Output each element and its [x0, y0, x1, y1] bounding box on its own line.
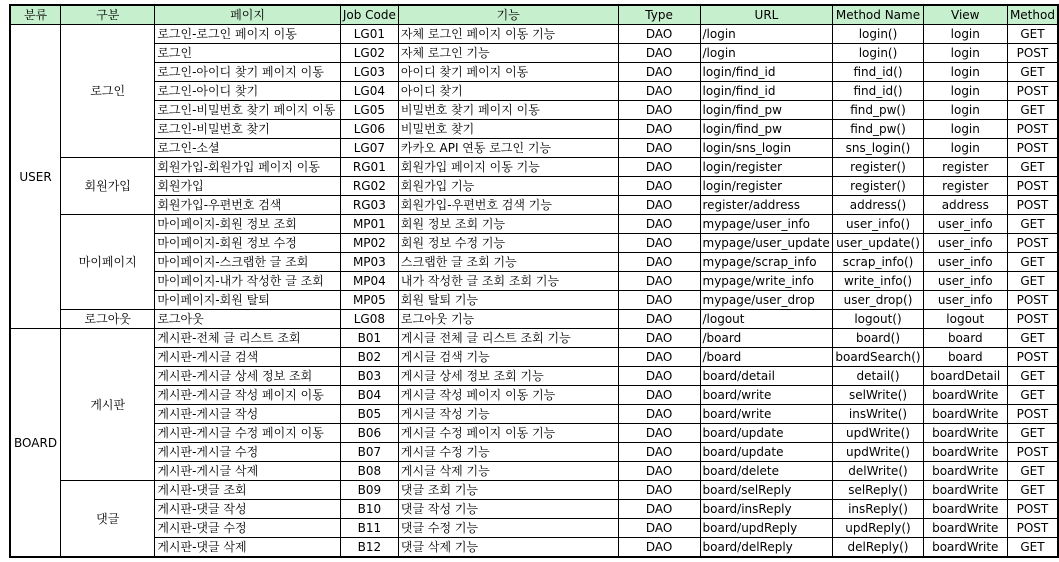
table-row [10, 386, 1058, 405]
view-cell: boardWrite [923, 462, 1007, 481]
page-cell: 게시판-전체 글 리스트 조회 [155, 329, 341, 348]
method-cell: GET [1007, 481, 1058, 500]
section-cell: 게시판 [61, 329, 155, 481]
type-cell: DAO [618, 519, 700, 538]
method-name-cell: scrap_info() [833, 253, 923, 272]
url-cell: board/write [700, 386, 833, 405]
job-code-cell: B06 [340, 424, 398, 443]
method-cell: POST [1007, 120, 1058, 139]
view-cell: boardWrite [923, 424, 1007, 443]
page-cell: 로그아웃 [155, 310, 341, 329]
url-cell: mypage/write_info [700, 272, 833, 291]
table-row [10, 329, 1058, 348]
job-code-cell: B04 [340, 386, 398, 405]
method-cell: GET [1007, 538, 1058, 558]
page-cell: 게시판-게시글 작성 페이지 이동 [155, 386, 341, 405]
table-row [10, 63, 1058, 82]
feature-cell: 게시글 작성 페이지 이동 기능 [398, 386, 618, 405]
job-code-cell: LG01 [340, 25, 398, 44]
method-cell: POST [1007, 196, 1058, 215]
method-cell: POST [1007, 519, 1058, 538]
type-cell: DAO [618, 101, 700, 120]
method-name-cell: updWrite() [833, 443, 923, 462]
url-cell: login/find_id [700, 63, 833, 82]
url-cell: board/update [700, 424, 833, 443]
type-cell: DAO [618, 139, 700, 158]
method-name-cell: insWrite() [833, 405, 923, 424]
table-row [10, 120, 1058, 139]
method-cell: POST [1007, 234, 1058, 253]
table-row [10, 500, 1058, 519]
table-row [10, 253, 1058, 272]
table-body [10, 25, 1058, 558]
job-code-cell: B11 [340, 519, 398, 538]
type-cell: DAO [618, 424, 700, 443]
feature-cell: 댓글 조회 기능 [398, 481, 618, 500]
url-cell: login/find_id [700, 82, 833, 101]
job-code-cell: LG02 [340, 44, 398, 63]
type-cell: DAO [618, 462, 700, 481]
type-cell: DAO [618, 329, 700, 348]
view-cell: user_info [923, 272, 1007, 291]
job-code-cell: B01 [340, 329, 398, 348]
page-cell: 게시판-게시글 삭제 [155, 462, 341, 481]
feature-cell: 자체 로그인 페이지 이동 기능 [398, 25, 618, 44]
method-cell: GET [1007, 63, 1058, 82]
job-code-cell: B12 [340, 538, 398, 558]
type-cell: DAO [618, 310, 700, 329]
type-cell: DAO [618, 196, 700, 215]
page-cell: 게시판-게시글 검색 [155, 348, 341, 367]
feature-cell: 게시글 검색 기능 [398, 348, 618, 367]
method-cell: GET [1007, 386, 1058, 405]
view-cell: boardWrite [923, 386, 1007, 405]
feature-cell: 회원가입 페이지 이동 기능 [398, 158, 618, 177]
method-cell: POST [1007, 348, 1058, 367]
job-code-cell: B07 [340, 443, 398, 462]
type-cell: DAO [618, 291, 700, 310]
category-cell: USER [10, 25, 61, 329]
method-cell: POST [1007, 443, 1058, 462]
header-row [10, 5, 1058, 25]
table-row [10, 538, 1058, 558]
method-name-cell: updWrite() [833, 424, 923, 443]
header-page: 페이지 [155, 5, 341, 25]
header-feature: 기능 [398, 5, 618, 25]
feature-cell: 로그아웃 기능 [398, 310, 618, 329]
page-cell: 회원가입 [155, 177, 341, 196]
table-row [10, 405, 1058, 424]
page-cell: 게시판-게시글 수정 페이지 이동 [155, 424, 341, 443]
view-cell: user_info [923, 253, 1007, 272]
table-row [10, 139, 1058, 158]
header-view: View [923, 5, 1007, 25]
page-cell: 게시판-댓글 삭제 [155, 538, 341, 558]
method-cell: GET [1007, 253, 1058, 272]
view-cell: user_info [923, 291, 1007, 310]
method-cell: GET [1007, 424, 1058, 443]
job-code-cell: RG02 [340, 177, 398, 196]
url-cell: /board [700, 329, 833, 348]
page-cell: 마이페이지-스크랩한 글 조회 [155, 253, 341, 272]
view-cell: register [923, 158, 1007, 177]
table-row [10, 310, 1058, 329]
view-cell: boardDetail [923, 367, 1007, 386]
view-cell: login [923, 25, 1007, 44]
url-cell: board/write [700, 405, 833, 424]
view-cell: boardWrite [923, 500, 1007, 519]
method-name-cell: delReply() [833, 538, 923, 558]
table-row [10, 272, 1058, 291]
api-spec-table [9, 4, 1059, 558]
page-cell: 게시판-댓글 작성 [155, 500, 341, 519]
page-cell: 게시판-게시글 수정 [155, 443, 341, 462]
table-row [10, 424, 1058, 443]
table-row [10, 177, 1058, 196]
url-cell: board/delete [700, 462, 833, 481]
method-name-cell: login() [833, 44, 923, 63]
page-cell: 게시판-댓글 수정 [155, 519, 341, 538]
method-name-cell: selWrite() [833, 386, 923, 405]
type-cell: DAO [618, 158, 700, 177]
page-cell: 로그인-아이디 찾기 페이지 이동 [155, 63, 341, 82]
job-code-cell: MP02 [340, 234, 398, 253]
type-cell: DAO [618, 120, 700, 139]
method-name-cell: boardSearch() [833, 348, 923, 367]
view-cell: login [923, 82, 1007, 101]
method-name-cell: write_info() [833, 272, 923, 291]
url-cell: board/selReply [700, 481, 833, 500]
job-code-cell: MP04 [340, 272, 398, 291]
feature-cell: 회원 정보 조회 기능 [398, 215, 618, 234]
type-cell: DAO [618, 234, 700, 253]
url-cell: board/detail [700, 367, 833, 386]
feature-cell: 자체 로그인 기능 [398, 44, 618, 63]
header-type: Type [618, 5, 700, 25]
job-code-cell: B10 [340, 500, 398, 519]
table-row [10, 25, 1058, 44]
feature-cell: 댓글 작성 기능 [398, 500, 618, 519]
page-cell: 게시판-댓글 조회 [155, 481, 341, 500]
header-job-code: Job Code [340, 5, 398, 25]
table-row [10, 462, 1058, 481]
header-category: 분류 [10, 5, 61, 25]
method-cell: GET [1007, 367, 1058, 386]
method-cell: GET [1007, 329, 1058, 348]
type-cell: DAO [618, 500, 700, 519]
job-code-cell: LG05 [340, 101, 398, 120]
view-cell: login [923, 120, 1007, 139]
view-cell: address [923, 196, 1007, 215]
method-cell: GET [1007, 462, 1058, 481]
page-cell: 회원가입-회원가입 페이지 이동 [155, 158, 341, 177]
job-code-cell: B08 [340, 462, 398, 481]
job-code-cell: MP03 [340, 253, 398, 272]
method-cell: POST [1007, 310, 1058, 329]
url-cell: /login [700, 25, 833, 44]
feature-cell: 댓글 수정 기능 [398, 519, 618, 538]
page-cell: 게시판-게시글 작성 [155, 405, 341, 424]
page-cell: 마이페이지-회원 정보 조회 [155, 215, 341, 234]
job-code-cell: LG04 [340, 82, 398, 101]
url-cell: register/address [700, 196, 833, 215]
feature-cell: 카카오 API 연동 로그인 기능 [398, 139, 618, 158]
method-name-cell: address() [833, 196, 923, 215]
page-cell: 로그인-로그인 페이지 이동 [155, 25, 341, 44]
table-row [10, 481, 1058, 500]
view-cell: login [923, 44, 1007, 63]
view-cell: boardWrite [923, 519, 1007, 538]
table-row [10, 348, 1058, 367]
method-cell: GET [1007, 272, 1058, 291]
type-cell: DAO [618, 215, 700, 234]
view-cell: login [923, 101, 1007, 120]
table-row [10, 443, 1058, 462]
feature-cell: 회원가입 기능 [398, 177, 618, 196]
method-name-cell: login() [833, 25, 923, 44]
table-row [10, 291, 1058, 310]
table-row [10, 82, 1058, 101]
feature-cell: 아이디 찾기 페이지 이동 [398, 63, 618, 82]
type-cell: DAO [618, 405, 700, 424]
job-code-cell: LG06 [340, 120, 398, 139]
section-cell: 로그아웃 [61, 310, 155, 329]
method-cell: POST [1007, 139, 1058, 158]
table-row [10, 519, 1058, 538]
feature-cell: 비밀번호 찾기 [398, 120, 618, 139]
table-row [10, 101, 1058, 120]
job-code-cell: B02 [340, 348, 398, 367]
method-name-cell: detail() [833, 367, 923, 386]
url-cell: /board [700, 348, 833, 367]
type-cell: DAO [618, 481, 700, 500]
page-cell: 게시판-게시글 상세 정보 조회 [155, 367, 341, 386]
method-name-cell: register() [833, 158, 923, 177]
type-cell: DAO [618, 253, 700, 272]
page-cell: 로그인-비밀번호 찾기 페이지 이동 [155, 101, 341, 120]
job-code-cell: B05 [340, 405, 398, 424]
header-url: URL [700, 5, 833, 25]
feature-cell: 아이디 찾기 [398, 82, 618, 101]
method-name-cell: user_drop() [833, 291, 923, 310]
type-cell: DAO [618, 443, 700, 462]
page-cell: 로그인-아이디 찾기 [155, 82, 341, 101]
job-code-cell: LG07 [340, 139, 398, 158]
method-name-cell: find_pw() [833, 120, 923, 139]
method-cell: GET [1007, 25, 1058, 44]
view-cell: boardWrite [923, 405, 1007, 424]
header-section: 구분 [61, 5, 155, 25]
job-code-cell: LG03 [340, 63, 398, 82]
view-cell: logout [923, 310, 1007, 329]
method-name-cell: insReply() [833, 500, 923, 519]
url-cell: board/update [700, 443, 833, 462]
method-name-cell: find_id() [833, 82, 923, 101]
url-cell: mypage/user_drop [700, 291, 833, 310]
method-cell: POST [1007, 82, 1058, 101]
method-cell: GET [1007, 101, 1058, 120]
job-code-cell: B09 [340, 481, 398, 500]
table-row [10, 367, 1058, 386]
type-cell: DAO [618, 82, 700, 101]
table-row [10, 158, 1058, 177]
job-code-cell: RG03 [340, 196, 398, 215]
view-cell: board [923, 348, 1007, 367]
feature-cell: 내가 작성한 글 조회 조회 기능 [398, 272, 618, 291]
method-cell: POST [1007, 405, 1058, 424]
feature-cell: 게시글 수정 페이지 이동 기능 [398, 424, 618, 443]
method-name-cell: logout() [833, 310, 923, 329]
section-cell: 댓글 [61, 481, 155, 558]
url-cell: board/insReply [700, 500, 833, 519]
table-row [10, 196, 1058, 215]
view-cell: user_info [923, 234, 1007, 253]
view-cell: login [923, 63, 1007, 82]
job-code-cell: B03 [340, 367, 398, 386]
url-cell: login/find_pw [700, 101, 833, 120]
table-row [10, 44, 1058, 63]
url-cell: /login [700, 44, 833, 63]
method-name-cell: delWrite() [833, 462, 923, 481]
method-cell: POST [1007, 44, 1058, 63]
job-code-cell: LG08 [340, 310, 398, 329]
type-cell: DAO [618, 63, 700, 82]
view-cell: boardWrite [923, 481, 1007, 500]
view-cell: user_info [923, 215, 1007, 234]
section-cell: 로그인 [61, 25, 155, 158]
url-cell: /logout [700, 310, 833, 329]
feature-cell: 게시글 상세 정보 조회 기능 [398, 367, 618, 386]
header-method-name: Method Name [833, 5, 923, 25]
type-cell: DAO [618, 177, 700, 196]
feature-cell: 스크랩한 글 조회 기능 [398, 253, 618, 272]
page-cell: 마이페이지-내가 작성한 글 조회 [155, 272, 341, 291]
method-name-cell: sns_login() [833, 139, 923, 158]
url-cell: mypage/user_info [700, 215, 833, 234]
url-cell: mypage/user_update [700, 234, 833, 253]
page-cell: 회원가입-우편번호 검색 [155, 196, 341, 215]
feature-cell: 회원 정보 수정 기능 [398, 234, 618, 253]
type-cell: DAO [618, 44, 700, 63]
page-cell: 로그인-비밀번호 찾기 [155, 120, 341, 139]
method-cell: POST [1007, 177, 1058, 196]
url-cell: board/updReply [700, 519, 833, 538]
section-cell: 마이페이지 [61, 215, 155, 310]
type-cell: DAO [618, 25, 700, 44]
feature-cell: 게시글 수정 기능 [398, 443, 618, 462]
method-name-cell: updReply() [833, 519, 923, 538]
method-name-cell: find_pw() [833, 101, 923, 120]
method-name-cell: selReply() [833, 481, 923, 500]
view-cell: login [923, 139, 1007, 158]
url-cell: login/sns_login [700, 139, 833, 158]
url-cell: login/find_pw [700, 120, 833, 139]
type-cell: DAO [618, 367, 700, 386]
feature-cell: 게시글 삭제 기능 [398, 462, 618, 481]
method-name-cell: find_id() [833, 63, 923, 82]
job-code-cell: RG01 [340, 158, 398, 177]
feature-cell: 게시글 작성 기능 [398, 405, 618, 424]
feature-cell: 댓글 삭제 기능 [398, 538, 618, 558]
job-code-cell: MP05 [340, 291, 398, 310]
method-name-cell: register() [833, 177, 923, 196]
table-row [10, 215, 1058, 234]
view-cell: board [923, 329, 1007, 348]
method-cell: POST [1007, 291, 1058, 310]
feature-cell: 비밀번호 찾기 페이지 이동 [398, 101, 618, 120]
url-cell: board/delReply [700, 538, 833, 558]
method-name-cell: user_info() [833, 215, 923, 234]
feature-cell: 회원가입-우편번호 검색 기능 [398, 196, 618, 215]
method-cell: POST [1007, 500, 1058, 519]
url-cell: mypage/scrap_info [700, 253, 833, 272]
method-name-cell: board() [833, 329, 923, 348]
type-cell: DAO [618, 272, 700, 291]
view-cell: register [923, 177, 1007, 196]
type-cell: DAO [618, 348, 700, 367]
view-cell: boardWrite [923, 443, 1007, 462]
job-code-cell: MP01 [340, 215, 398, 234]
header-method: Method [1007, 5, 1058, 25]
method-name-cell: user_update() [833, 234, 923, 253]
method-cell: GET [1007, 158, 1058, 177]
type-cell: DAO [618, 386, 700, 405]
feature-cell: 게시글 전체 글 리스트 조회 기능 [398, 329, 618, 348]
method-cell: GET [1007, 215, 1058, 234]
url-cell: login/register [700, 158, 833, 177]
page-cell: 마이페이지-회원 정보 수정 [155, 234, 341, 253]
url-cell: login/register [700, 177, 833, 196]
page-cell: 로그인-소셜 [155, 139, 341, 158]
table-row [10, 234, 1058, 253]
page-cell: 마이페이지-회원 탈퇴 [155, 291, 341, 310]
type-cell: DAO [618, 538, 700, 558]
feature-cell: 회원 탈퇴 기능 [398, 291, 618, 310]
category-cell: BOARD [10, 329, 61, 558]
section-cell: 회원가입 [61, 158, 155, 215]
page-cell: 로그인 [155, 44, 341, 63]
view-cell: boardWrite [923, 538, 1007, 558]
